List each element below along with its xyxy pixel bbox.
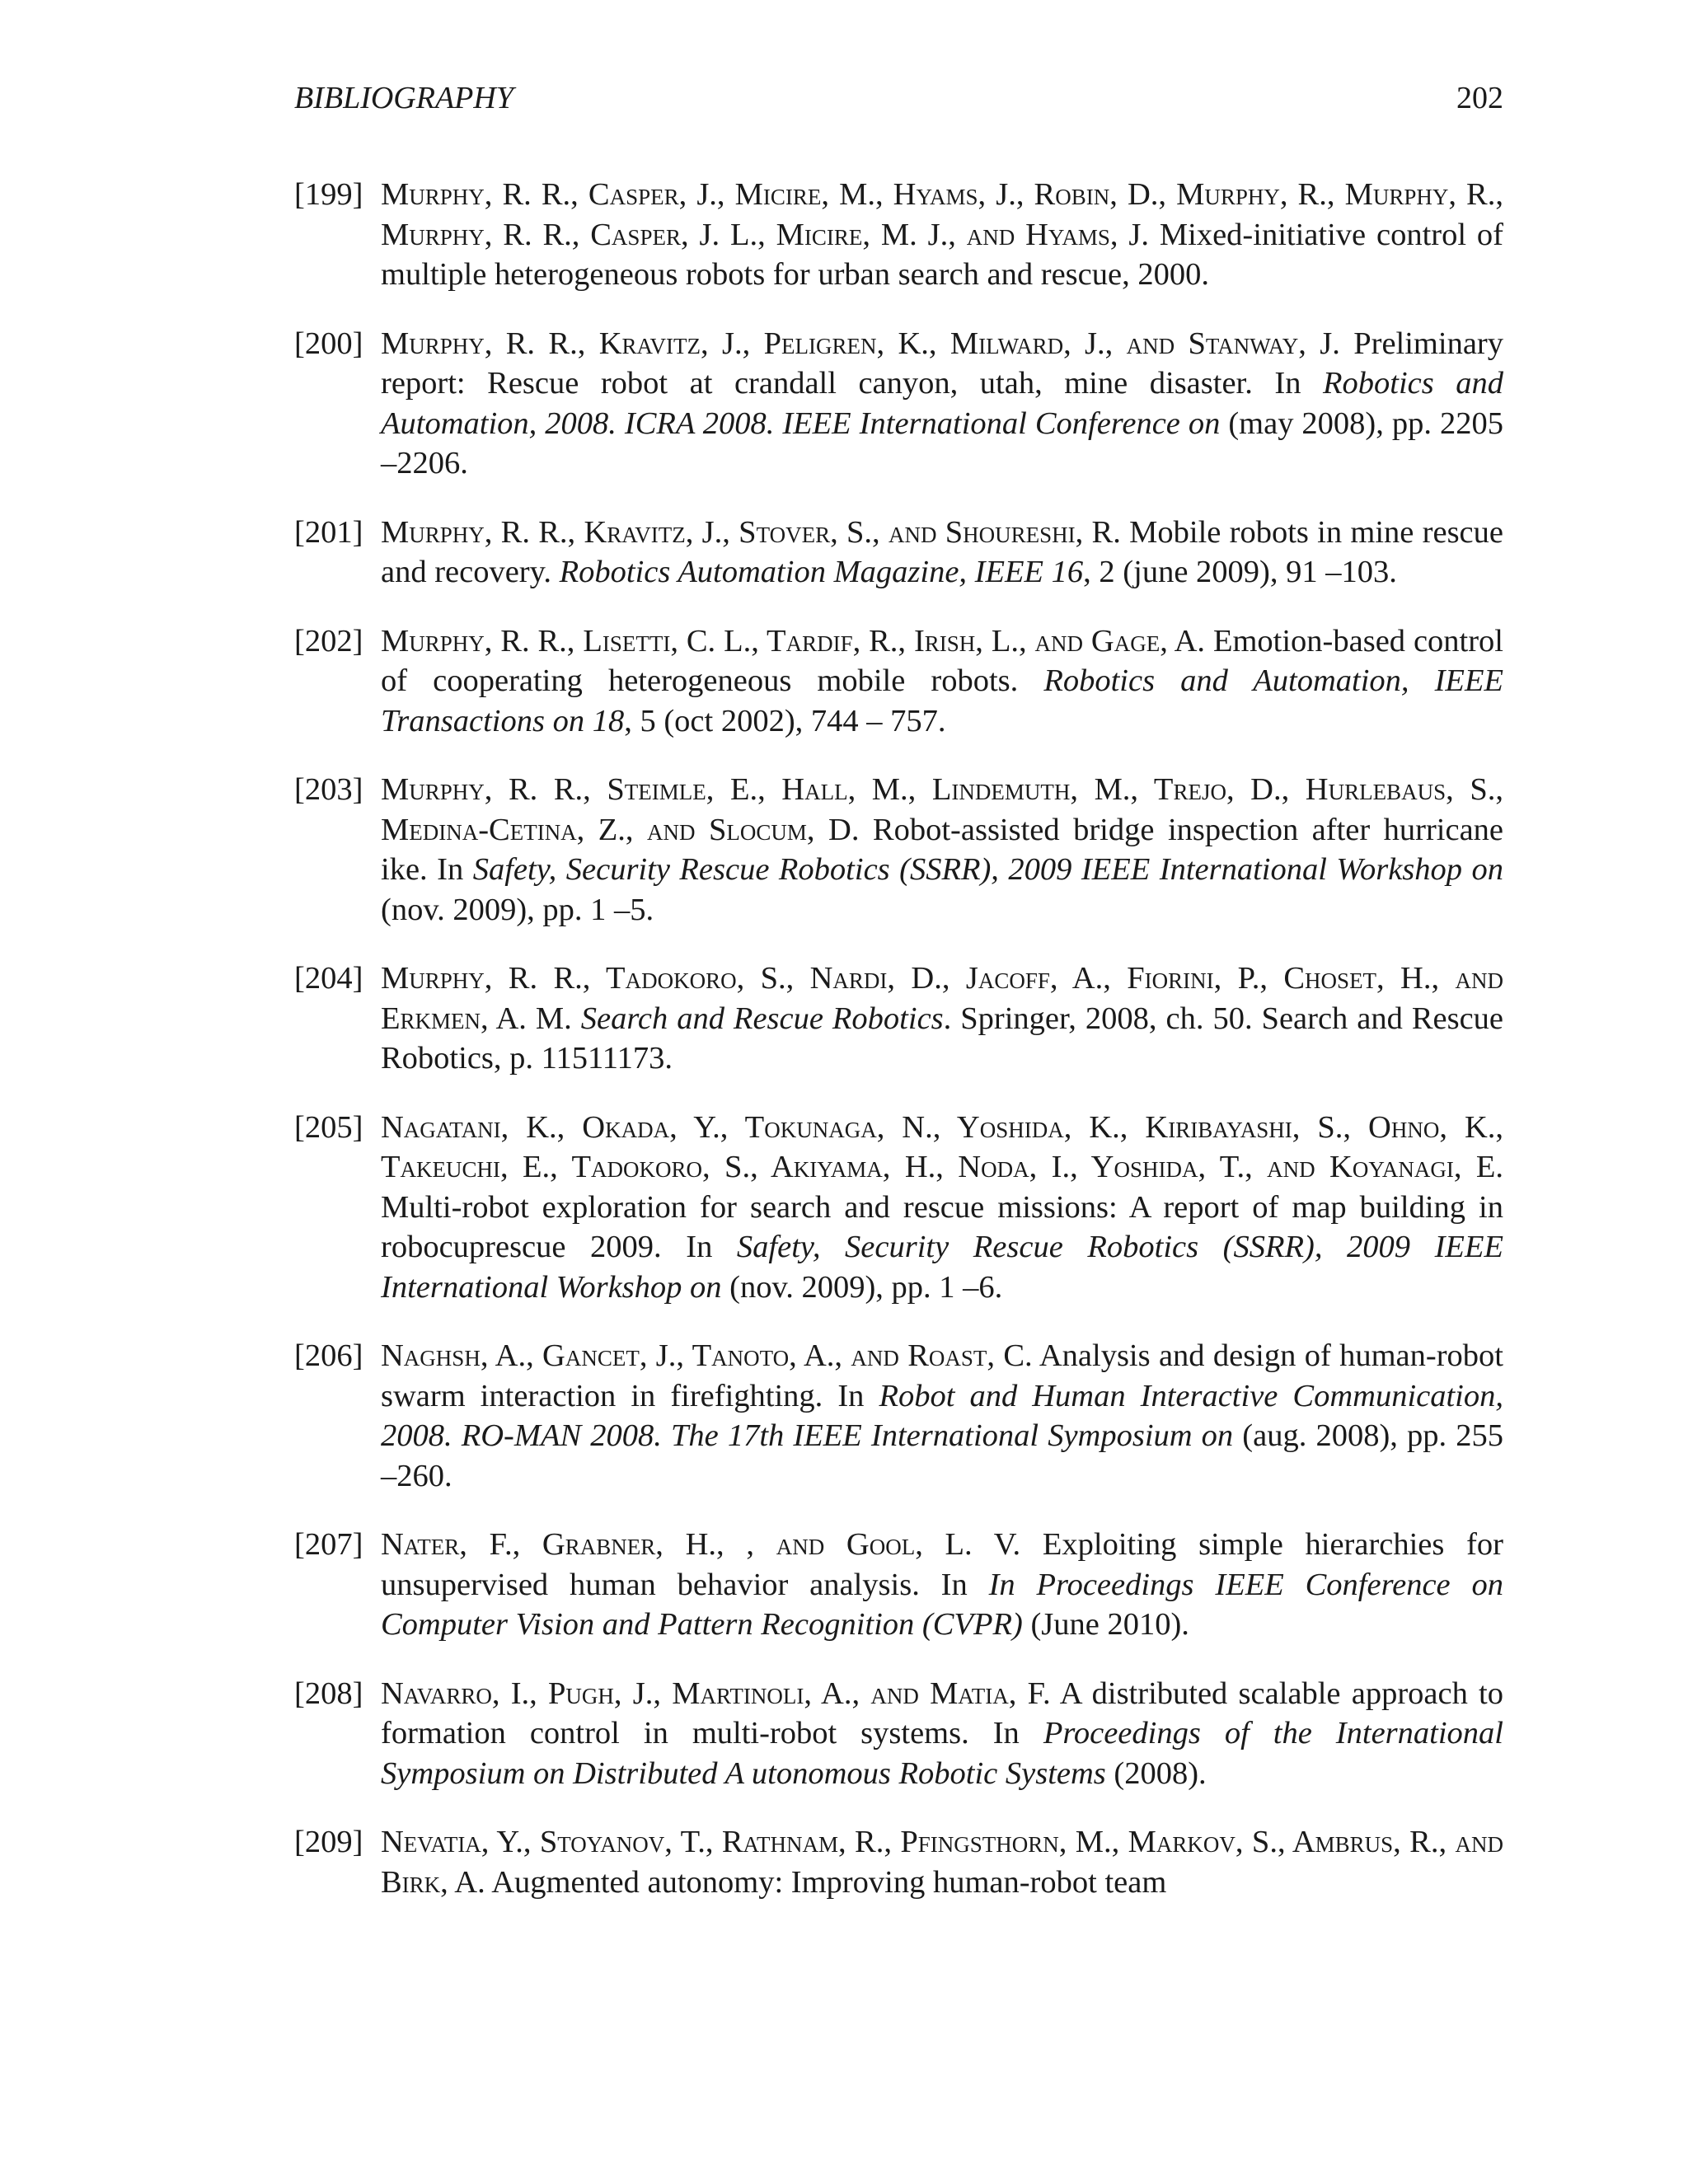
reference-authors: Nevatia, Y., Stoyanov, T., Rathnam, R., Pfingsthorn, M., Markov, S., Ambrus, R., and Birk, A. <box>381 1825 1503 1900</box>
reference-title: Preliminary report: Rescue robot at crandall canyon, utah, mine disaster. In <box>381 326 1503 401</box>
reference-details: (nov. 2009), pp. 1 –5. <box>381 892 654 927</box>
reference-authors: Navarro, I., Pugh, J., Martinoli, A., and Matia, F. <box>381 1675 1051 1711</box>
reference-details: , 2 (june 2009), 91 –103. <box>1083 555 1397 589</box>
reference-venue: In Proceedings IEEE Conference on Computer Vision and Pattern Recognition (CVPR) <box>381 1567 1503 1642</box>
reference-title: Analysis and design of human-robot swarm interaction in firefighting. In <box>381 1338 1503 1413</box>
reference-number: [209] <box>294 1825 363 1859</box>
reference-title: Multi-robot exploration for search and rescue missions: A report of map building in robocuprescue 2009. In <box>381 1189 1503 1264</box>
reference-venue: Search and Rescue Robotics <box>580 1001 944 1036</box>
reference-title: Robot-assisted bridge inspection after hurricane ike. In <box>381 812 1504 887</box>
reference-details: (2008). <box>1105 1755 1207 1791</box>
reference-venue: Robotics Automation Magazine, IEEE 16 <box>559 555 1084 589</box>
reference-authors: Murphy, R. R., Lisetti, C. L., Tardif, R., Irish, L., and Gage, A. <box>381 623 1206 658</box>
reference-number: [206] <box>294 1338 363 1373</box>
page-number: 202 <box>1456 81 1503 115</box>
reference-authors: Murphy, R. R., Kravitz, J., Peligren, K., Milward, J., and Stanway, J. <box>381 326 1340 361</box>
reference-entry <box>294 1336 1503 1496</box>
reference-entry <box>294 621 1503 742</box>
reference-entry <box>294 1674 1503 1794</box>
reference-venue: Safety, Security Rescue Robotics (SSRR), 2009 IEEE International Workshop on <box>472 852 1504 887</box>
reference-authors: Murphy, R. R., Casper, J., Micire, M., Hyams, J., Robin, D., Murphy, R., Murphy, R., Murphy, R. R., Casper, J. L., Micire, M. J., and Hyams, J. <box>381 177 1503 252</box>
reference-number: [200] <box>294 326 363 361</box>
reference-number: [208] <box>294 1675 363 1711</box>
reference-title: Mobile robots in mine rescue and recovery. <box>381 514 1503 589</box>
reference-authors: Murphy, R. R., Kravitz, J., Stover, S., and Shoureshi, R. <box>381 514 1121 550</box>
reference-entry <box>294 770 1503 930</box>
reference-entry <box>294 513 1503 593</box>
reference-authors: Murphy, R. R., Steimle, E., Hall, M., Lindemuth, M., Trejo, D., Hurlebaus, S., Medina-Cetina, Z., and Slocum, D. <box>381 772 1503 847</box>
reference-entry <box>294 1525 1503 1645</box>
reference-authors: Nagatani, K., Okada, Y., Tokunaga, N., Yoshida, K., Kiribayashi, S., Ohno, K., Takeuchi, E., Tadokoro, S., Akiyama, H., Noda, I., Yoshida, T., and Koyanagi, E. <box>381 1109 1503 1184</box>
reference-venue: Robotics and Automation, IEEE Transactions on 18 <box>381 663 1503 738</box>
reference-number: [201] <box>294 514 363 550</box>
reference-entry <box>294 324 1503 484</box>
reference-authors: Naghsh, A., Gancet, J., Tanoto, A., and Roast, C. <box>381 1338 1033 1373</box>
reference-authors: Nater, F., Grabner, H., , and Gool, L. V. <box>381 1527 1021 1562</box>
reference-number: [204] <box>294 961 363 996</box>
reference-entry <box>294 175 1503 295</box>
reference-number: [205] <box>294 1109 363 1145</box>
reference-venue: Robotics and Automation, 2008. ICRA 2008. IEEE International Conference on <box>381 366 1503 441</box>
reference-entry <box>294 958 1503 1079</box>
reference-title <box>572 1001 581 1036</box>
reference-entry <box>294 1822 1503 1902</box>
reference-title: Exploiting simple hierarchies for unsupervised human behavior analysis. In <box>381 1527 1503 1602</box>
reference-authors: Murphy, R. R., Tadokoro, S., Nardi, D., Jacoff, A., Fiorini, P., Choset, H., and Erkmen, A. M. <box>381 961 1503 1036</box>
running-head <box>294 78 1503 118</box>
reference-entry <box>294 1108 1503 1308</box>
reference-details: (June 2010). <box>1022 1607 1189 1642</box>
reference-venue: Safety, Security Rescue Robotics (SSRR), 2009 IEEE International Workshop on <box>381 1230 1503 1305</box>
reference-details: , 5 (oct 2002), 744 – 757. <box>624 703 946 738</box>
bibliography-list <box>294 175 1503 1931</box>
running-head-title: BIBLIOGRAPHY <box>294 81 513 115</box>
reference-title: Augmented autonomy: Improving human-robot team <box>485 1864 1167 1900</box>
reference-number: [199] <box>294 177 363 212</box>
reference-title: Emotion-based control of cooperating heterogeneous mobile robots. <box>381 623 1504 698</box>
reference-details: (aug. 2008), pp. 255 –260. <box>381 1418 1503 1493</box>
reference-details: (nov. 2009), pp. 1 –6. <box>721 1269 1003 1305</box>
reference-number: [202] <box>294 623 363 658</box>
reference-title: A distributed scalable approach to formation control in multi-robot systems. In <box>381 1675 1504 1750</box>
reference-title: Mixed-initiative control of multiple heterogeneous robots for urban search and rescue, 2000. <box>381 217 1503 292</box>
reference-details: . Springer, 2008, ch. 50. Search and Rescue Robotics, p. 11511173. <box>381 1001 1504 1076</box>
reference-details: (may 2008), pp. 2205 –2206. <box>381 405 1503 480</box>
reference-venue: Proceedings of the International Symposium on Distributed A utonomous Robotic Systems <box>381 1716 1503 1791</box>
reference-number: [207] <box>294 1527 363 1562</box>
reference-venue: Robot and Human Interactive Communication, 2008. RO-MAN 2008. The 17th IEEE International Symposium on <box>381 1378 1503 1453</box>
reference-number: [203] <box>294 772 363 807</box>
